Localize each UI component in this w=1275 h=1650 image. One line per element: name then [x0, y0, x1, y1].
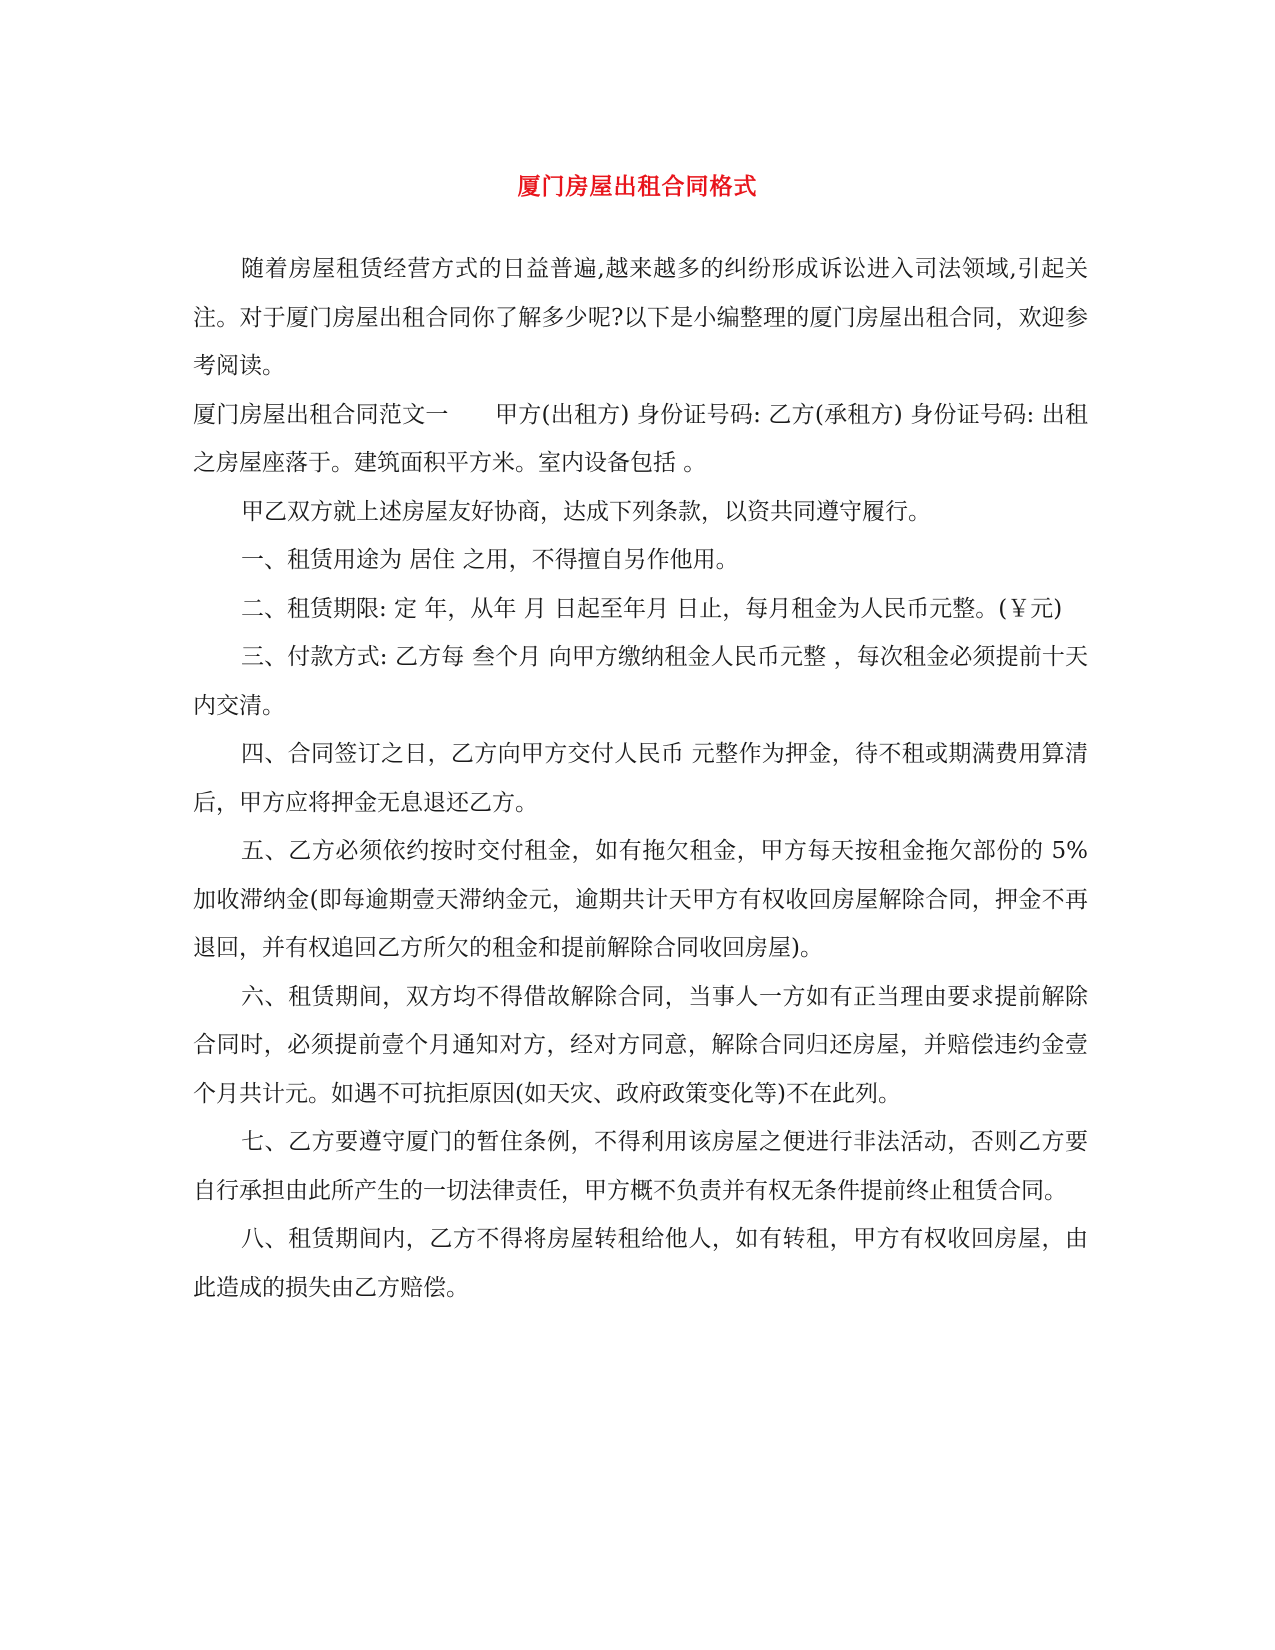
clause-1-usage: 一、租赁用途为 居住 之用，不得擅自另作他用。	[241, 547, 739, 573]
clause-7-regulations: 七、乙方要遵守厦门的暂住条例，不得利用该房屋之便进行非法活动，否则乙方要自行承担由此所产生的一切法律责任，甲方概不负责并有权无条件提前终止租赁合同。	[193, 1129, 1088, 1204]
clause-3-payment: 三、付款方式: 乙方每 叁个月 向甲方缴纳租金人民币元整 ，每次租金必须提前十天内交清。	[193, 644, 1088, 719]
clause-5-late-fee: 五、乙方必须依约按时交付租金，如有拖欠租金，甲方每天按租金拖欠部份的 5%加收滞纳金(即每逾期壹天滞纳金元，逾期共计天甲方有权收回房屋解除合同，押金不再退回，并有权追回乙方所欠的租金和提前解除合同收回房屋)。	[193, 838, 1088, 961]
clause-2-term: 二、租赁期限: 定 年，从年 月 日起至年月 日止，每月租金为人民币元整。(￥元)	[241, 595, 1063, 622]
clause-8-sublet: 八、租赁期间内，乙方不得将房屋转租给他人，如有转租，甲方有权收回房屋，由此造成的损失由乙方赔偿。	[193, 1226, 1088, 1301]
paragraph-intro: 随着房屋租赁经营方式的日益普遍,越来越多的纠纷形成诉讼进入司法领域,引起关注。对于厦门房屋出租合同你了解多少呢?以下是小编整理的厦门房屋出租合同，欢迎参考阅读。	[193, 256, 1088, 379]
clause-4-deposit: 四、合同签订之日，乙方向甲方交付人民币 元整作为押金，待不租或期满费用算清后，甲方应将押金无息退还乙方。	[193, 741, 1088, 816]
paragraph-agreement: 甲乙双方就上述房屋友好协商，达成下列条款，以资共同遵守履行。	[241, 498, 931, 525]
paragraph-parties: 厦门房屋出租合同范文一 甲方(出租方) 身份证号码: 乙方(承租方) 身份证号码: 出租之房屋座落于。建筑面积平方米。室内设备包括 。	[193, 401, 1088, 476]
document-title: 厦门房屋出租合同格式	[517, 173, 758, 200]
document-body	[193, 245, 1088, 1312]
clause-6-termination: 六、租赁期间，双方均不得借故解除合同，当事人一方如有正当理由要求提前解除合同时，必须提前壹个月通知对方，经对方同意，解除合同归还房屋，并赔偿违约金壹个月共计元。如遇不可抗拒原因(如天灾、政府政策变化等)不在此列。	[193, 983, 1088, 1107]
